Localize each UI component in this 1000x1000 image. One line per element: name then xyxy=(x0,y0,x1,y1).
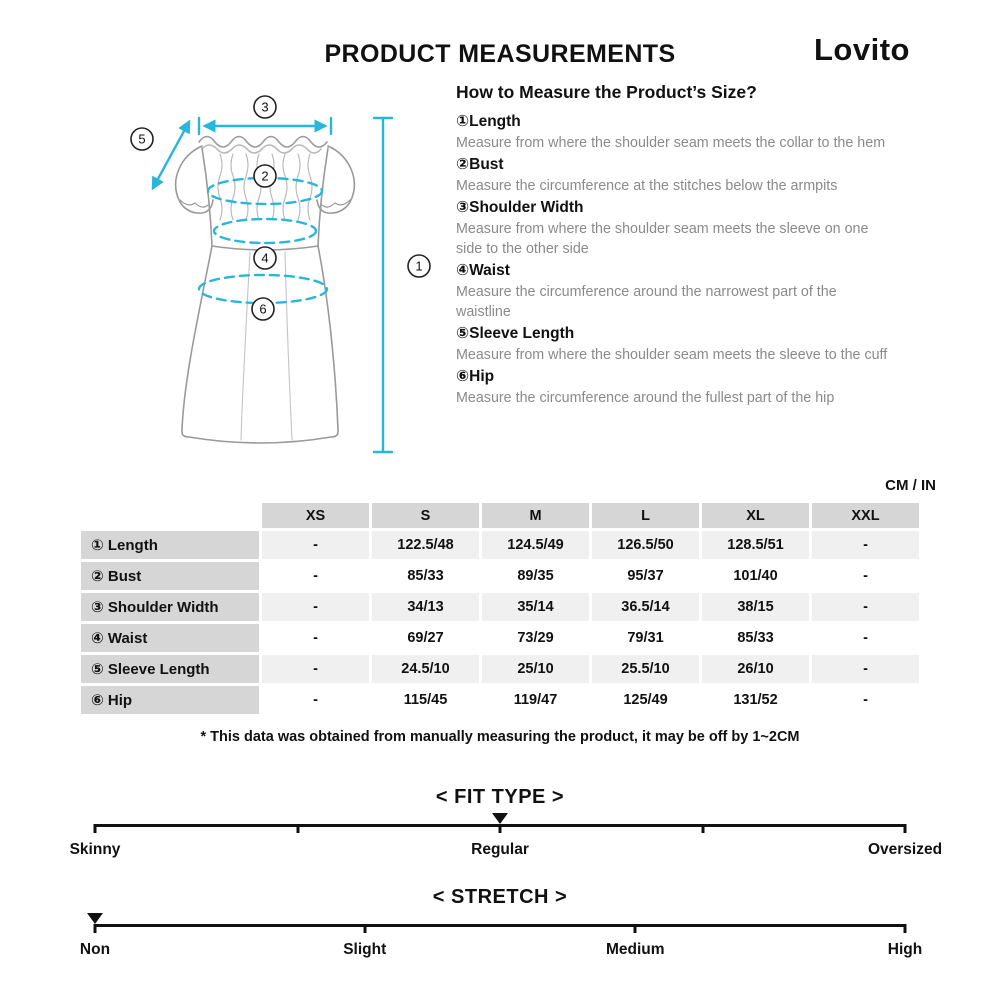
scale-tick xyxy=(363,924,366,933)
size-cell: 122.5/48 xyxy=(372,531,479,559)
size-cell: 79/31 xyxy=(592,624,699,652)
measure-item-sleeve-length xyxy=(456,324,888,365)
measure-item-title: ④Waist xyxy=(456,261,510,279)
measure-item-title: ②Bust xyxy=(456,155,504,173)
size-table xyxy=(78,500,922,717)
scale-tick xyxy=(94,824,97,833)
callout-waist-number: 4 xyxy=(261,250,269,266)
page-title: PRODUCT MEASUREMENTS xyxy=(324,40,676,68)
callout-bust-number: 2 xyxy=(261,168,269,184)
row-label: ④ Waist xyxy=(81,624,259,652)
callout-shoulder-number: 3 xyxy=(261,99,269,115)
measurement-disclaimer: * This data was obtained from manually measuring the product, it may be off by 1~2CM xyxy=(200,729,800,745)
scale-tick xyxy=(904,924,907,933)
size-cell: 26/10 xyxy=(702,655,809,683)
how-to-title: How to Measure the Product’s Size? xyxy=(456,82,757,102)
measure-item-title: ⑤Sleeve Length xyxy=(456,324,575,342)
size-cell: 34/13 xyxy=(372,593,479,621)
size-cell: 89/35 xyxy=(482,562,589,590)
size-cell: 85/33 xyxy=(372,562,479,590)
size-column-header: XL xyxy=(702,503,809,528)
size-cell: - xyxy=(262,686,369,714)
measure-item-shoulder-width xyxy=(456,198,888,259)
measure-item-title: ①Length xyxy=(456,113,521,130)
table-row-length xyxy=(81,531,919,559)
measure-item-hip xyxy=(456,367,888,408)
diagram-callouts xyxy=(131,96,430,320)
scale-label: Oversized xyxy=(867,841,943,858)
size-cell: - xyxy=(812,593,919,621)
size-cell: 125/49 xyxy=(592,686,699,714)
diagram-callout-numbers xyxy=(138,100,422,317)
size-cell: - xyxy=(812,624,919,652)
fit-type-title: < FIT TYPE > xyxy=(435,786,565,808)
row-label: ① Length xyxy=(81,531,259,559)
table-row-sleeve-length xyxy=(81,655,919,683)
size-cell: - xyxy=(262,593,369,621)
size-column-header: S xyxy=(372,503,479,528)
measure-item-desc: Measure the circumference around the fullest part of the hip xyxy=(456,389,835,406)
brand-logo: Lovito xyxy=(814,32,910,67)
scale-label: High xyxy=(887,941,923,958)
size-cell: 25.5/10 xyxy=(592,655,699,683)
table-corner-cell xyxy=(81,503,259,528)
units-label: CM / IN xyxy=(885,477,936,494)
scale-label: Non xyxy=(79,941,111,958)
scale-tick xyxy=(701,824,704,833)
size-cell: 128.5/51 xyxy=(702,531,809,559)
how-to-measure-section xyxy=(456,82,888,410)
size-cell: 69/27 xyxy=(372,624,479,652)
stretch-scale xyxy=(79,924,923,961)
size-column-header: L xyxy=(592,503,699,528)
stretch-scale-line xyxy=(95,924,905,927)
size-column-header: XS xyxy=(262,503,369,528)
measure-item-title: ⑥Hip xyxy=(456,367,495,385)
size-cell: 101/40 xyxy=(702,562,809,590)
scale-tick xyxy=(634,924,637,933)
size-cell: 25/10 xyxy=(482,655,589,683)
measure-item-desc: Measure from where the shoulder seam meets the collar to the hem xyxy=(456,134,886,151)
size-cell: - xyxy=(812,531,919,559)
size-cell: 95/37 xyxy=(592,562,699,590)
size-cell: 131/52 xyxy=(702,686,809,714)
measure-item-desc: Measure from where the shoulder seam meets the sleeve to the cuff xyxy=(456,346,888,363)
callout-hip-number: 6 xyxy=(259,301,267,317)
size-column-header: XXL xyxy=(812,503,919,528)
sleeve-length-arrow xyxy=(153,122,189,188)
size-cell: - xyxy=(262,562,369,590)
waist-measure-ellipse xyxy=(214,219,316,243)
table-row-hip xyxy=(81,686,919,714)
size-column-header: M xyxy=(482,503,589,528)
stretch-title: < STRETCH > xyxy=(432,886,568,908)
size-cell: - xyxy=(812,655,919,683)
size-cell: 35/14 xyxy=(482,593,589,621)
row-label: ③ Shoulder Width xyxy=(81,593,259,621)
size-cell: - xyxy=(812,562,919,590)
scale-tick xyxy=(94,924,97,933)
measure-item-title: ③Shoulder Width xyxy=(456,198,584,216)
scale-tick xyxy=(904,824,907,833)
size-cell: - xyxy=(812,686,919,714)
size-cell: 85/33 xyxy=(702,624,809,652)
size-cell: - xyxy=(262,624,369,652)
table-row-waist xyxy=(81,624,919,652)
measure-item-length xyxy=(456,112,888,153)
table-row-shoulder-width xyxy=(81,593,919,621)
row-label: ⑥ Hip xyxy=(81,686,259,714)
stretch-marker-icon xyxy=(87,913,103,924)
fit-type-scale-line xyxy=(95,824,905,827)
measure-item-desc: Measure from where the shoulder seam meets the sleeve on one side to the other side xyxy=(456,220,869,257)
size-cell: 36.5/14 xyxy=(592,593,699,621)
scale-tick xyxy=(499,824,502,833)
fit-type-marker-icon xyxy=(492,813,508,824)
measure-item-desc: Measure the circumference at the stitches below the armpits xyxy=(456,177,838,194)
size-cell: 124.5/49 xyxy=(482,531,589,559)
scale-label: Slight xyxy=(343,941,387,958)
stretch-scale-labels xyxy=(79,941,923,961)
fit-type-scale-labels xyxy=(69,841,943,861)
size-cell: 38/15 xyxy=(702,593,809,621)
size-cell: 119/47 xyxy=(482,686,589,714)
table-row-bust xyxy=(81,562,919,590)
callout-length-number: 1 xyxy=(415,258,423,274)
size-cell: - xyxy=(262,531,369,559)
scale-label: Skinny xyxy=(69,841,121,858)
scale-tick xyxy=(296,824,299,833)
size-cell: 126.5/50 xyxy=(592,531,699,559)
size-cell: 73/29 xyxy=(482,624,589,652)
fit-type-scale xyxy=(69,824,943,861)
size-cell: 115/45 xyxy=(372,686,479,714)
measure-item-bust xyxy=(456,155,888,196)
scale-label: Medium xyxy=(605,941,665,958)
scale-label: Regular xyxy=(471,841,529,858)
size-cell: - xyxy=(262,655,369,683)
row-label: ② Bust xyxy=(81,562,259,590)
row-label: ⑤ Sleeve Length xyxy=(81,655,259,683)
table-header-row xyxy=(81,503,919,528)
measure-item-waist xyxy=(456,261,888,322)
callout-sleeve-number: 5 xyxy=(138,131,146,147)
measure-item-desc: Measure the circumference around the narrowest part of the waistline xyxy=(456,283,837,320)
size-cell: 24.5/10 xyxy=(372,655,479,683)
dress-measurement-diagram xyxy=(80,88,440,468)
